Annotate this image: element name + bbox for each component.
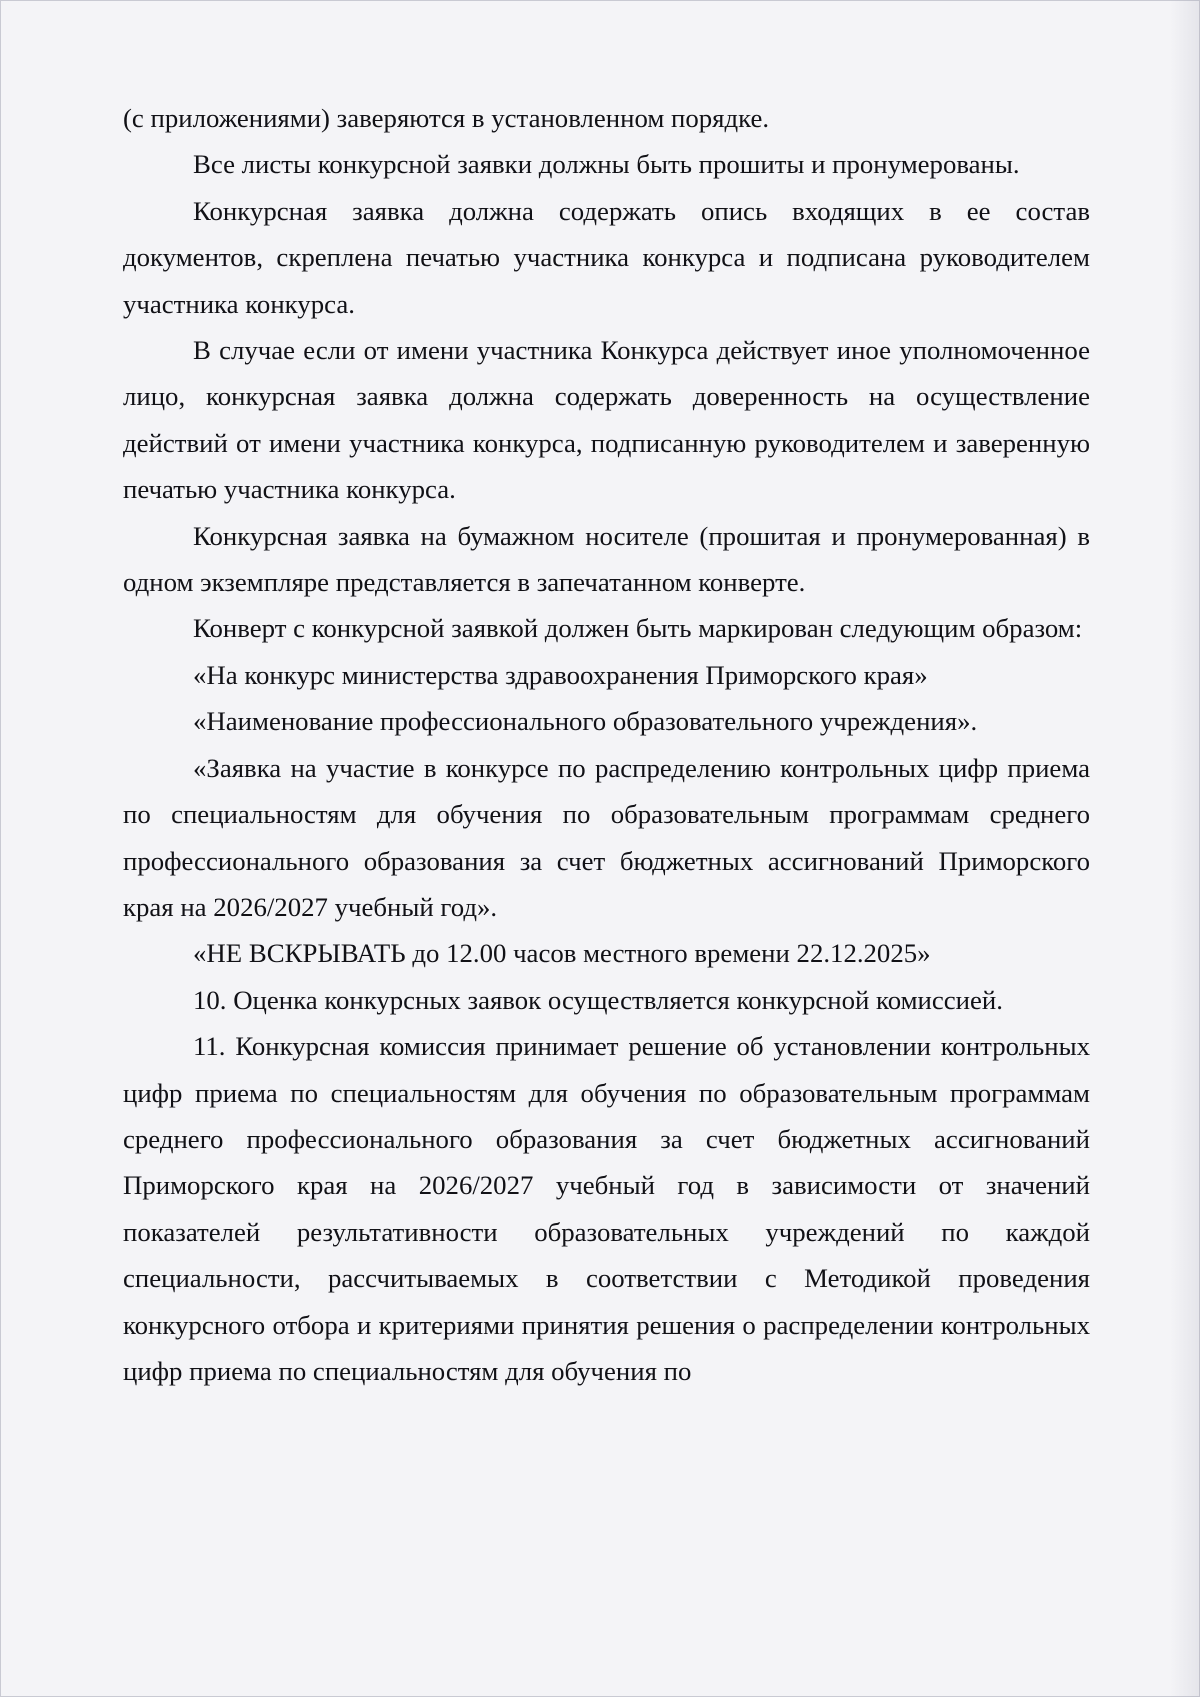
paragraph-marking-line-3: «Заявка на участие в конкурсе по распределению контрольных цифр приема по специальностям для обучения по образовательным программам среднего профессионального образования за счет бюджетных ассигнований Приморского края на 2026/2027 учебный год». xyxy=(123,752,1090,922)
paragraph-envelope-marking: Конверт с конкурсной заявкой должен быть маркирован следующим образом: xyxy=(193,613,1083,644)
paragraph-marking-line-4: «НЕ ВСКРЫВАТЬ до 12.00 часов местного времени 22.12.2025» xyxy=(193,938,931,969)
paragraph-marking-line-1: «На конкурс министерства здравоохранения Приморского края» xyxy=(193,659,928,690)
paragraph-power-of-attorney: В случае если от имени участника Конкурса действует иное уполномоченное лицо, конкурсная заявка должна содержать доверенность на осуществление действий от имени участника конкурса, подписанную руководителем и заверенную печатью участника конкурса. xyxy=(123,335,1090,505)
paragraph-clause-10: 10. Оценка конкурсных заявок осуществляется конкурсной комиссией. xyxy=(193,984,1003,1015)
paragraph-attachments-certified: (с приложениями) заверяются в установленном порядке. xyxy=(123,103,770,133)
paragraph-marking-line-2: «Наименование профессионального образовательного учреждения». xyxy=(193,706,978,737)
paragraph-inventory-of-documents: Конкурсная заявка должна содержать опись входящих в ее состав документов, скреплена печатью участника конкурса и подписана руководителем участника конкурса. xyxy=(123,195,1090,319)
paragraph-sheets-stitched: Все листы конкурсной заявки должны быть прошиты и пронумерованы. xyxy=(193,149,1020,180)
paragraph-clause-11: 11. Конкурсная комиссия принимает решение об установлении контрольных цифр приема по специальностям для обучения по образовательным программам среднего профессионального образования за счет бюджетных ассигнований Приморского края на 2026/2027 учебный год в зависимости от значений показателей результативности образовательных учреждений по каждой специальности, рассчитываемых в соответствии с Методикой проведения конкурсного отбора и критериями принятия решения о распределении контрольных цифр приема по специальностям для обучения по xyxy=(123,1031,1090,1386)
scan-edge-shading xyxy=(1170,0,1200,1697)
paragraph-sealed-envelope: Конкурсная заявка на бумажном носителе (прошитая и пронумерованная) в одном экземпляре представляется в запечатанном конверте. xyxy=(123,520,1090,598)
